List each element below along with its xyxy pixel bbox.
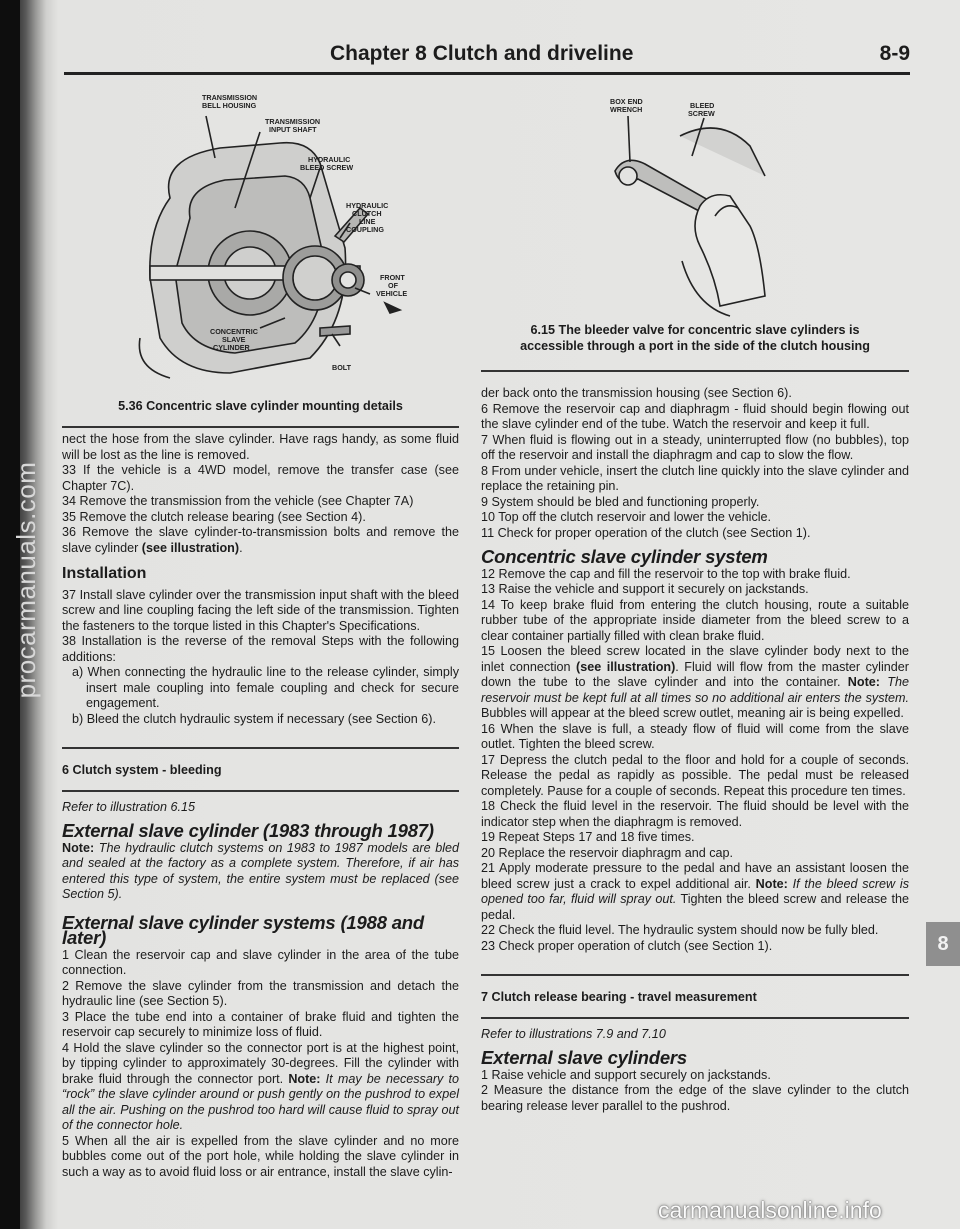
step-8: 8 From under vehicle, insert the clutch line quickly into the slave cylinder and replace the retaining pin. (481, 463, 909, 493)
step-9: 9 System should be bled and functioning properly. (481, 494, 760, 509)
step-21-text: 21 Apply moderate pressure to the pedal and have an assistant loosen the bleed screw just a crack to expel additional air. (481, 861, 909, 891)
section-rule (62, 790, 459, 792)
watermark-bottom: carmanualsonline.info (658, 1197, 882, 1223)
step-21-note: If the bleed screw is opened too far, fluid will spray out. (481, 876, 910, 906)
figure-caption-5-36: 5.36 Concentric slave cylinder mounting details (118, 399, 403, 413)
step-16: 16 When the slave is full, a steady flow of fluid will come from the slave outlet. Tighten the bleed screw. (481, 721, 909, 751)
header-rule (64, 72, 910, 75)
note-label: Note: (62, 840, 95, 855)
step-17: 17 Depress the clutch pedal to the floor and hold for a couple of seconds. Release the pedal as rapidly as possible. The pedal must be released completely. Pause for a couple of seconds. Repeat this procedure ten times. (481, 752, 909, 798)
step-38-b: b) Bleed the clutch hydraulic system if necessary (see Section 6). (72, 711, 436, 726)
watermark-left-text: procarmanuals.com (10, 461, 41, 699)
right-column (481, 386, 909, 1114)
step-33: 33 If the vehicle is a 4WD model, remove the transfer case (see Chapter 7C). (62, 463, 459, 493)
section-rule (481, 1017, 909, 1019)
step-4-text: 4 Hold the slave cylinder so the connector port is at the highest point, by tipping cylinder to approximately 30-degrees. Fill the cylinder with brake fluid through the connector port. (62, 1040, 459, 1086)
figure-caption-6-15 (481, 322, 909, 354)
step-23: 23 Check proper operation of clutch (see Section 1). (481, 938, 773, 953)
watermark-left (6, 461, 46, 699)
step-13: 13 Raise the vehicle and support it securely on jackstands. (481, 582, 809, 596)
heading-concentric: Concentric slave cylinder system (481, 546, 768, 567)
step-36-text: 36 Remove the slave cylinder-to-transmission bolts and remove the slave cylinder (62, 525, 459, 555)
step-34: 34 Remove the transmission from the vehicle (see Chapter 7A) (62, 494, 414, 508)
heading-external-1983: External slave cylinder (1983 through 1987) (62, 820, 434, 841)
step-7: 7 When fluid is flowing out in a steady, uninterrupted flow (no bubbles), top off the reservoir and install the diaphragm and cap to slow the flow. (481, 432, 909, 462)
label-bleed-screw-b: SCREW (688, 109, 715, 118)
step-10: 10 Top off the clutch reservoir and lower the vehicle. (481, 510, 772, 524)
section-7-title: 7 Clutch release bearing - travel measurement (481, 989, 757, 1004)
heading-external-1988: External slave cylinder systems (1988 and later) (62, 911, 425, 948)
refer-note-right: Refer to illustrations 7.9 and 7.10 (481, 1026, 666, 1041)
step-4-note: It may be necessary to “rock” the slave cylinder around or push gently on the pushrod to expel all the air. Pushing on the pushrod too hard will cause fluid to spray out of the connector hole. (62, 1071, 460, 1132)
step-e1: 1 Raise vehicle and support securely on jackstands. (481, 1067, 771, 1082)
step-35: 35 Remove the clutch release bearing (see Section 4). (62, 509, 366, 524)
step-4 (62, 1041, 459, 1134)
label-wrench-1: BOX END (610, 97, 643, 106)
label-slave-2: SLAVE (222, 335, 246, 344)
step-22: 22 Check the fluid level. The hydraulic system should now be fully bled. (481, 923, 879, 937)
step-5: 5 When all the air is expelled from the slave cylinder and no more bubbles come out of the port hole, while holding the slave cylinder in such a way as to avoid fluid loss or air entrance, install the slave cylin- (62, 1133, 459, 1179)
label-bleed-screw-a: BLEED (690, 101, 715, 110)
paragraph-continued: nect the hose from the slave cylinder. Have rags handy, as some fluid will be lost as the line is removed. (62, 432, 459, 462)
paragraph-continued-right: der back onto the transmission housing (see Section 6). (481, 386, 792, 400)
step-37: 37 Install slave cylinder over the transmission input shaft with the bleed screw and line coupling facing the left side of the transmission. Tighten the fasteners to the torque listed in this Chapter's Specifications. (62, 587, 459, 633)
label-front-1: FRONT (380, 273, 405, 282)
label-line-3: LINE (359, 217, 376, 226)
label-slave-1: CONCENTRIC (210, 327, 258, 336)
installation-heading: Installation (62, 565, 147, 582)
step-38: 38 Installation is the reverse of the removal Steps with the following additions: (62, 634, 459, 664)
step-15-rest: . Fluid will flow from the master cylinder down the tube to the slave cylinder and into the container. (481, 659, 909, 689)
chapter-tab-number: 8 (937, 933, 949, 955)
section-rule (481, 974, 909, 976)
label-bleed-screw-2: BLEED SCREW (300, 163, 354, 172)
step-15-text: 15 Loosen the bleed screw located in the slave cylinder body next to the inlet connection (481, 644, 909, 674)
step-21-end: Tighten the bleed screw and release the pedal. (481, 892, 909, 922)
note-1983 (62, 841, 459, 903)
caption-rule-right (481, 370, 909, 372)
step-12: 12 Remove the cap and fill the reservoir to the top with brake fluid. (481, 566, 851, 581)
label-front-3: VEHICLE (376, 289, 408, 298)
label-slave-3: CYLINDER (213, 343, 250, 352)
step-15-note: The reservoir must be kept full at all times so no additional air enters the system. (481, 675, 909, 705)
note-label: Note: (847, 675, 880, 689)
label-line-1: HYDRAULIC (346, 201, 389, 210)
label-bolt: BOLT (332, 363, 352, 372)
step-18: 18 Check the fluid level in the reservoir. The fluid should be level with the indicator step when the diaphragm is removed. (481, 799, 909, 829)
label-line-4: COUPLING (346, 225, 384, 234)
caption-line-1: 6.15 The bleeder valve for concentric slave cylinders is (530, 323, 860, 337)
left-column (62, 432, 459, 1180)
step-2: 2 Remove the slave cylinder from the transmission and detach the hydraulic line (see Section 5). (62, 978, 459, 1008)
step-e2: 2 Measure the distance from the edge of the slave cylinder to the clutch bearing release lever parallel to the pushrod. (481, 1083, 909, 1113)
label-input-shaft-2: INPUT SHAFT (269, 125, 317, 134)
step-1: 1 Clean the reservoir cap and slave cylinder in the area of the tube connection. (62, 947, 459, 977)
step-21 (481, 861, 909, 923)
label-bell-housing-2: BELL HOUSING (202, 101, 257, 110)
caption-rule (62, 426, 459, 428)
step-38-a: a) When connecting the hydraulic line to the release cylinder, simply insert male coupling into female coupling and check for secure engagement. (72, 665, 459, 710)
note-label: Note: (288, 1071, 321, 1086)
note-label: Note: (755, 876, 788, 891)
bleeder-valve-illustration (600, 96, 810, 318)
chapter-title: Chapter 8 Clutch and driveline (330, 42, 634, 65)
slave-cylinder-mounting-illustration (110, 88, 450, 388)
step-14: 14 To keep brake fluid from entering the clutch housing, route a suitable rubber tube of the appropriate inside diameter from the bleed screw to a clear container partially filled with clean brake fluid. (481, 597, 909, 643)
chapter-tab (926, 922, 960, 966)
step-19: 19 Repeat Steps 17 and 18 five times. (481, 830, 695, 844)
section-6-title: 6 Clutch system - bleeding (62, 762, 222, 777)
step-36-end: . (239, 540, 243, 555)
step-20: 20 Replace the reservoir diaphragm and cap. (481, 845, 734, 860)
step-36 (62, 525, 459, 556)
label-line-2: CLUTCH (352, 209, 382, 218)
see-illustration-ref: (see illustration) (141, 540, 240, 555)
label-bell-housing-1: TRANSMISSION (202, 93, 258, 102)
label-bleed-screw-1: HYDRAULIC (308, 155, 351, 164)
caption-line-2: accessible through a port in the side of the clutch housing (520, 339, 870, 353)
label-front-2: OF (388, 281, 398, 290)
step-15 (481, 644, 909, 722)
section-rule (62, 747, 459, 749)
page-header (310, 42, 910, 74)
note-text: The hydraulic clutch systems on 1983 to 1987 models are bled and sealed at the factory as a complete system. Therefore, if air has entered this type of system, the entire system must be replaced (see Section 5). (62, 840, 459, 901)
page-number: 8-9 (879, 42, 910, 65)
step-6: 6 Remove the reservoir cap and diaphragm - fluid should begin flowing out the slave cylinder end of the tube. Watch the reservoir and keep it full. (481, 401, 909, 431)
see-illustration-ref: (see illustration) (576, 659, 676, 674)
label-wrench-2: WRENCH (610, 105, 643, 114)
refer-note: Refer to illustration 6.15 (62, 799, 196, 814)
step-15-end: Bubbles will appear at the bleed screw outlet, meaning air is being expelled. (481, 706, 904, 720)
step-3: 3 Place the tube end into a container of brake fluid and tighten the reservoir cap securely to minimize loss of fluid. (62, 1009, 459, 1039)
heading-external-slave: External slave cylinders (481, 1047, 688, 1068)
step-11: 11 Check for proper operation of the clutch (see Section 1). (481, 525, 811, 540)
label-input-shaft-1: TRANSMISSION (265, 117, 321, 126)
